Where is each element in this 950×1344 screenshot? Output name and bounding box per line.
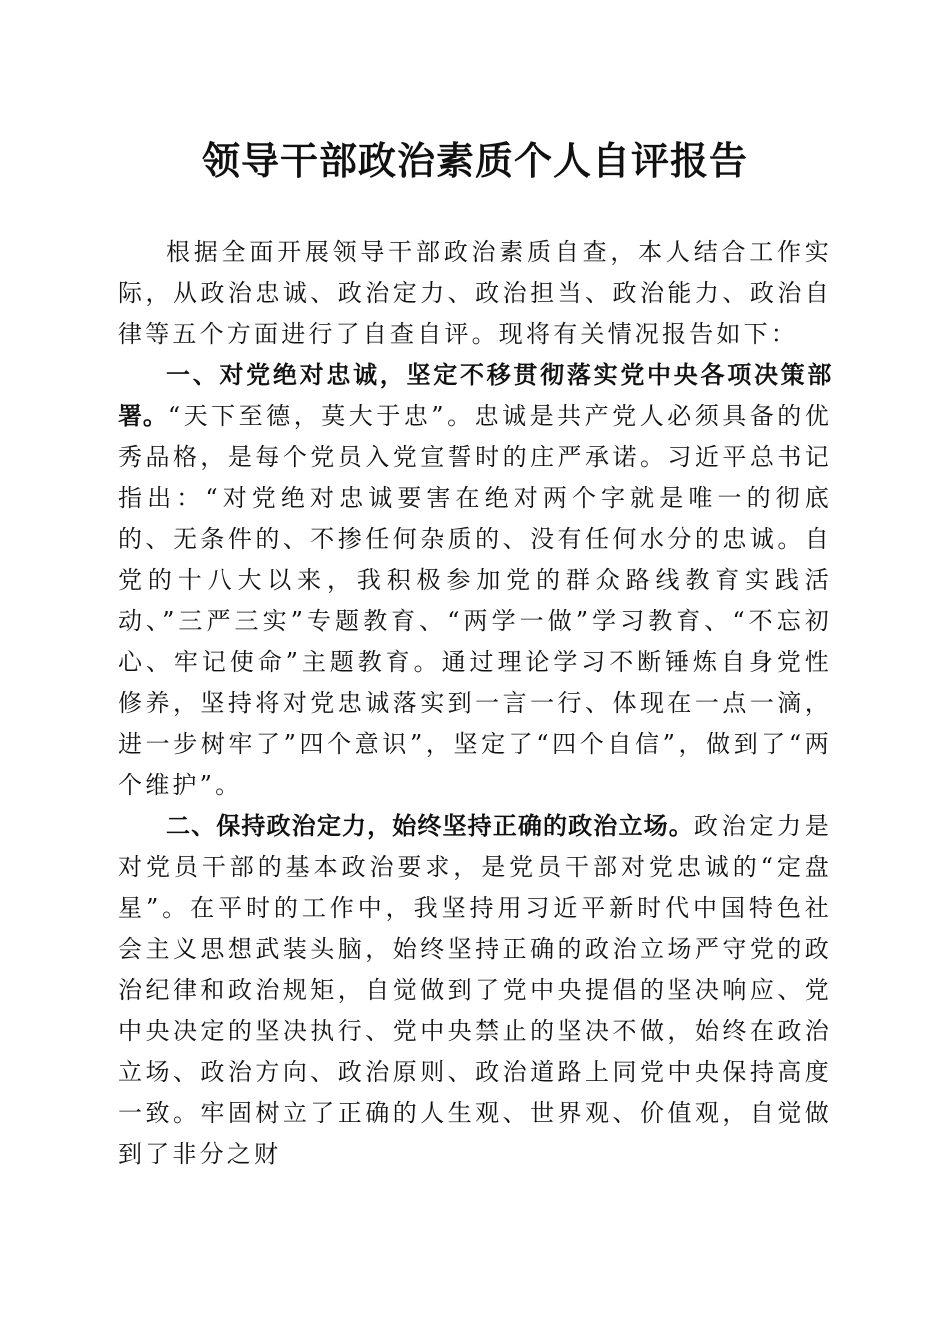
section-1-body: “天下至德，莫大于忠”。忠诚是共产党人必须具备的优秀品格，是每个党员入党宣誓时的庄严承诺。习近平总书记指出：“对党绝对忠诚要害在绝对两个字就是唯一的彻底的、无条件的、不掺任何杂质的、没有任何水分的忠诚。自党的十八大以来，我积极参加党的群众路线教育实践活动、”三严三实”专题教育、“两学一做”学习教育、“不忘初心、牢记使命”主题教育。通过理论学习不断锤炼自身党性修养，坚持将对党忠诚落实到一言一行、体现在一点一滴，进一步树牢了”四个意识”，坚定了“四个自信”，做到了“两个维护”。 [118, 402, 832, 799]
section-1-paragraph [118, 355, 832, 806]
section-2-heading: 二、保持政治定力，始终坚持正确的政治立场。 [166, 812, 694, 840]
intro-paragraph: 根据全面开展领导干部政治素质自查，本人结合工作实际，从政治忠诚、政治定力、政治担当、政治能力、政治自律等五个方面进行了自查自评。现将有关情况报告如下： [118, 238, 832, 348]
section-2-body: 政治定力是对党员干部的基本政治要求，是党员干部对党忠诚的“定盘星”。在平时的工作中，我坚持用习近平新时代中国特色社会主义思想武装头脑，始终坚持正确的政治立场严守党的政治纪律和政治规矩，自觉做到了党中央提倡的坚决响应、党中央决定的坚决执行、党中央禁止的坚决不做，始终在政治立场、政治方向、政治原则、政治道路上同党中央保持高度一致。牢固树立了正确的人生观、世界观、价值观，自觉做到了非分之财 [118, 812, 833, 1168]
document-page [118, 0, 832, 1175]
section-2-paragraph [118, 806, 832, 1175]
document-title: 领导干部政治素质个人自评报告 [201, 138, 748, 183]
section-1-heading: 一、对党绝对忠诚，坚定不移贯彻落实党中央各项决策部署。 [118, 361, 832, 430]
